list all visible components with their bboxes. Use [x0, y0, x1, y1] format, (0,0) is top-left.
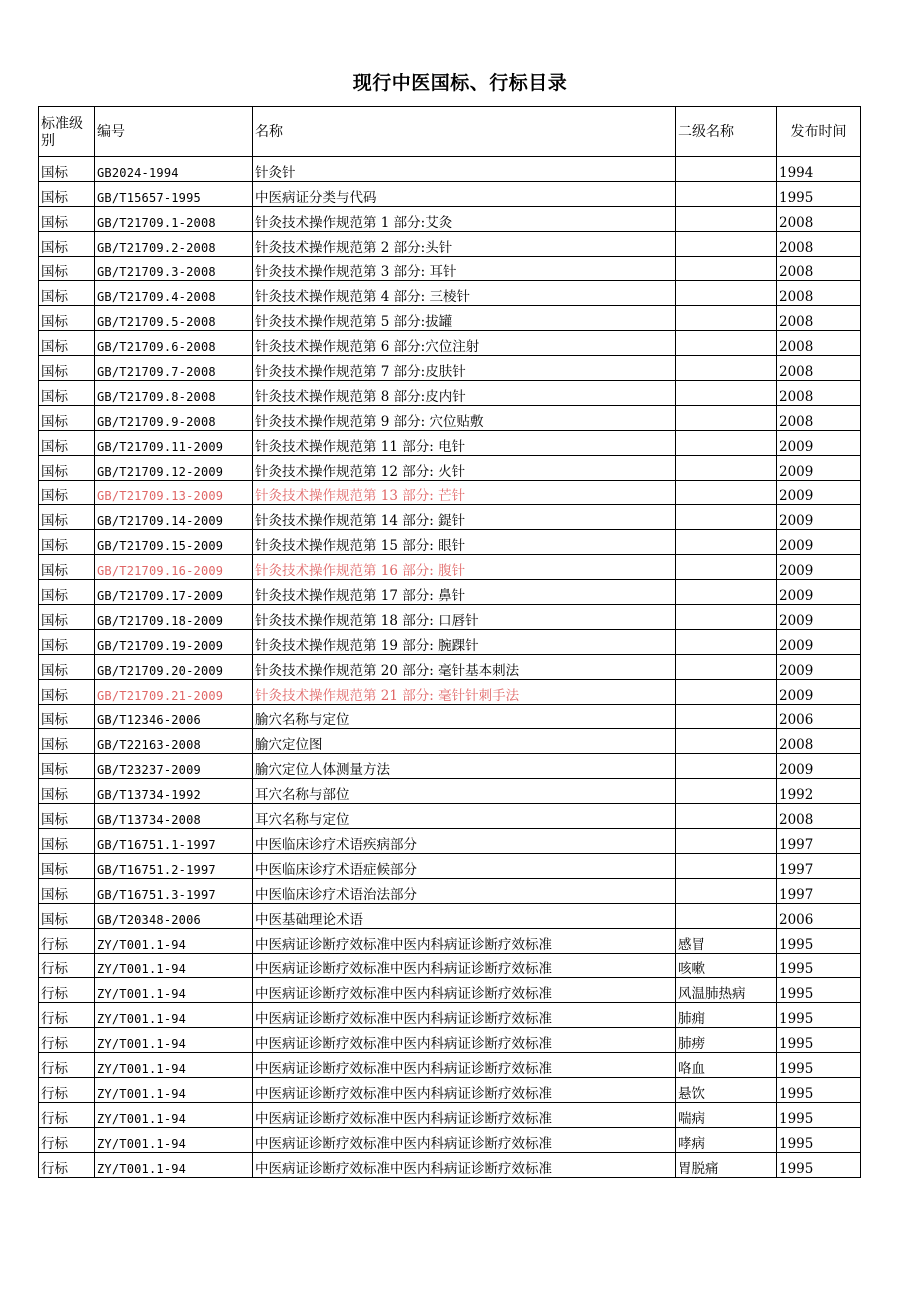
- table-row: [39, 1028, 861, 1053]
- cell-number: GB/T16751.1-1997: [95, 829, 253, 854]
- cell-subname: [676, 231, 777, 256]
- cell-year: 2008: [777, 804, 861, 829]
- cell-subname: [676, 281, 777, 306]
- table-row: [39, 804, 861, 829]
- cell-level: 国标: [39, 231, 95, 256]
- table-row: [39, 256, 861, 281]
- table-row: [39, 181, 861, 206]
- cell-number: ZY/T001.1-94: [95, 1127, 253, 1152]
- cell-number: GB/T13734-1992: [95, 779, 253, 804]
- table-row: [39, 231, 861, 256]
- cell-year: 2006: [777, 903, 861, 928]
- cell-year: 2008: [777, 306, 861, 331]
- cell-year: 1995: [777, 953, 861, 978]
- cell-level: 国标: [39, 629, 95, 654]
- cell-level: 国标: [39, 804, 95, 829]
- cell-subname: [676, 530, 777, 555]
- table-row: [39, 480, 861, 505]
- cell-subname: [676, 754, 777, 779]
- cell-number: GB/T21709.16-2009: [95, 555, 253, 580]
- cell-subname: 感冒: [676, 928, 777, 953]
- table-row: [39, 580, 861, 605]
- cell-name: 针灸技术操作规范第 7 部分:皮肤针: [253, 356, 676, 381]
- page-title: 现行中医国标、行标目录: [352, 72, 568, 94]
- cell-name: 针灸技术操作规范第 2 部分:头针: [253, 231, 676, 256]
- table-row: [39, 356, 861, 381]
- cell-level: 国标: [39, 381, 95, 406]
- cell-level: 国标: [39, 605, 95, 630]
- cell-subname: [676, 480, 777, 505]
- cell-subname: [676, 580, 777, 605]
- table-row: [39, 878, 861, 903]
- cell-level: 国标: [39, 480, 95, 505]
- header-name: 名称: [253, 107, 676, 157]
- cell-level: 国标: [39, 729, 95, 754]
- cell-year: 2009: [777, 455, 861, 480]
- cell-number: GB/T21709.20-2009: [95, 654, 253, 679]
- cell-name: 针灸技术操作规范第 19 部分: 腕踝针: [253, 629, 676, 654]
- cell-number: ZY/T001.1-94: [95, 928, 253, 953]
- table-row: [39, 1102, 861, 1127]
- table-row: [39, 306, 861, 331]
- cell-name: 针灸技术操作规范第 1 部分:艾灸: [253, 206, 676, 231]
- cell-subname: [676, 629, 777, 654]
- cell-number: GB/T21709.15-2009: [95, 530, 253, 555]
- cell-number: GB/T16751.3-1997: [95, 878, 253, 903]
- cell-number: ZY/T001.1-94: [95, 1053, 253, 1078]
- cell-number: GB/T21709.2-2008: [95, 231, 253, 256]
- table-row: [39, 405, 861, 430]
- cell-number: GB/T21709.13-2009: [95, 480, 253, 505]
- cell-year: 1995: [777, 1028, 861, 1053]
- cell-number: GB2024-1994: [95, 157, 253, 182]
- cell-name: 中医病证分类与代码: [253, 181, 676, 206]
- table-row: [39, 281, 861, 306]
- cell-subname: [676, 430, 777, 455]
- table-row: [39, 928, 861, 953]
- cell-number: GB/T13734-2008: [95, 804, 253, 829]
- cell-level: 国标: [39, 256, 95, 281]
- cell-name: 中医病证诊断疗效标准中医内科病证诊断疗效标准: [253, 1077, 676, 1102]
- cell-number: GB/T21709.8-2008: [95, 381, 253, 406]
- cell-name: 针灸技术操作规范第 6 部分:穴位注射: [253, 331, 676, 356]
- cell-subname: [676, 331, 777, 356]
- cell-year: 1997: [777, 853, 861, 878]
- header-subname: 二级名称: [676, 107, 777, 157]
- table-row: [39, 1053, 861, 1078]
- cell-number: GB/T21709.14-2009: [95, 505, 253, 530]
- table-row: [39, 1003, 861, 1028]
- cell-year: 2009: [777, 629, 861, 654]
- cell-level: 国标: [39, 181, 95, 206]
- cell-year: 1995: [777, 928, 861, 953]
- table-row: [39, 381, 861, 406]
- cell-subname: [676, 654, 777, 679]
- cell-number: GB/T21709.17-2009: [95, 580, 253, 605]
- table-row: [39, 654, 861, 679]
- table-row: [39, 903, 861, 928]
- table-header: [39, 107, 861, 157]
- cell-year: 2009: [777, 480, 861, 505]
- table-row: [39, 729, 861, 754]
- cell-number: GB/T21709.19-2009: [95, 629, 253, 654]
- cell-name: 腧穴定位人体测量方法: [253, 754, 676, 779]
- cell-subname: 悬饮: [676, 1077, 777, 1102]
- table-row: [39, 853, 861, 878]
- cell-year: 2009: [777, 580, 861, 605]
- cell-number: GB/T21709.11-2009: [95, 430, 253, 455]
- cell-name: 中医病证诊断疗效标准中医内科病证诊断疗效标准: [253, 1102, 676, 1127]
- cell-number: ZY/T001.1-94: [95, 1003, 253, 1028]
- cell-year: 1995: [777, 1152, 861, 1177]
- cell-subname: [676, 878, 777, 903]
- cell-level: 国标: [39, 829, 95, 854]
- cell-subname: [676, 455, 777, 480]
- cell-number: ZY/T001.1-94: [95, 953, 253, 978]
- cell-year: 2008: [777, 331, 861, 356]
- table-row: [39, 629, 861, 654]
- cell-name: 针灸技术操作规范第 5 部分:拔罐: [253, 306, 676, 331]
- cell-subname: [676, 829, 777, 854]
- cell-name: 针灸技术操作规范第 8 部分:皮内针: [253, 381, 676, 406]
- cell-level: 行标: [39, 1127, 95, 1152]
- cell-year: 1995: [777, 978, 861, 1003]
- cell-year: 2009: [777, 679, 861, 704]
- cell-level: 国标: [39, 555, 95, 580]
- cell-level: 国标: [39, 853, 95, 878]
- cell-name: 中医病证诊断疗效标准中医内科病证诊断疗效标准: [253, 953, 676, 978]
- cell-subname: [676, 679, 777, 704]
- cell-level: 行标: [39, 953, 95, 978]
- cell-level: 行标: [39, 1053, 95, 1078]
- cell-name: 腧穴定位图: [253, 729, 676, 754]
- cell-year: 1994: [777, 157, 861, 182]
- table-row: [39, 206, 861, 231]
- cell-name: 针灸技术操作规范第 15 部分: 眼针: [253, 530, 676, 555]
- cell-name: 中医病证诊断疗效标准中医内科病证诊断疗效标准: [253, 1127, 676, 1152]
- cell-level: 国标: [39, 405, 95, 430]
- cell-year: 1995: [777, 1102, 861, 1127]
- header-level: 标准级别: [39, 107, 95, 157]
- cell-year: 2008: [777, 281, 861, 306]
- cell-level: 国标: [39, 281, 95, 306]
- cell-level: 国标: [39, 206, 95, 231]
- cell-subname: 胃脱痛: [676, 1152, 777, 1177]
- cell-name: 中医临床诊疗术语疾病部分: [253, 829, 676, 854]
- cell-year: 2009: [777, 555, 861, 580]
- cell-number: GB/T21709.1-2008: [95, 206, 253, 231]
- cell-subname: [676, 306, 777, 331]
- table-row: [39, 704, 861, 729]
- table-row: [39, 157, 861, 182]
- cell-year: 2008: [777, 256, 861, 281]
- cell-name: 针灸技术操作规范第 16 部分: 腹针: [253, 555, 676, 580]
- cell-number: GB/T21709.4-2008: [95, 281, 253, 306]
- cell-year: 2009: [777, 430, 861, 455]
- cell-number: ZY/T001.1-94: [95, 978, 253, 1003]
- cell-level: 行标: [39, 1003, 95, 1028]
- cell-year: 2008: [777, 405, 861, 430]
- table-row: [39, 829, 861, 854]
- cell-number: ZY/T001.1-94: [95, 1077, 253, 1102]
- cell-subname: [676, 157, 777, 182]
- cell-name: 中医基础理论术语: [253, 903, 676, 928]
- cell-level: 行标: [39, 1028, 95, 1053]
- cell-subname: 哮病: [676, 1127, 777, 1152]
- table-row: [39, 430, 861, 455]
- cell-number: GB/T20348-2006: [95, 903, 253, 928]
- cell-subname: [676, 555, 777, 580]
- cell-subname: 肺痈: [676, 1003, 777, 1028]
- table-row: [39, 555, 861, 580]
- cell-name: 针灸技术操作规范第 9 部分: 穴位贴敷: [253, 405, 676, 430]
- cell-number: GB/T21709.21-2009: [95, 679, 253, 704]
- cell-level: 行标: [39, 1077, 95, 1102]
- cell-subname: [676, 903, 777, 928]
- cell-level: 国标: [39, 580, 95, 605]
- cell-level: 国标: [39, 157, 95, 182]
- cell-subname: [676, 804, 777, 829]
- cell-number: GB/T21709.3-2008: [95, 256, 253, 281]
- cell-name: 针灸技术操作规范第 21 部分: 毫针针刺手法: [253, 679, 676, 704]
- cell-name: 耳穴名称与部位: [253, 779, 676, 804]
- cell-subname: [676, 605, 777, 630]
- cell-name: 针灸技术操作规范第 18 部分: 口唇针: [253, 605, 676, 630]
- cell-level: 行标: [39, 978, 95, 1003]
- cell-subname: 咯血: [676, 1053, 777, 1078]
- cell-number: ZY/T001.1-94: [95, 1028, 253, 1053]
- header-number: 编号: [95, 107, 253, 157]
- cell-level: 国标: [39, 306, 95, 331]
- cell-year: 2008: [777, 231, 861, 256]
- cell-name: 中医病证诊断疗效标准中医内科病证诊断疗效标准: [253, 1152, 676, 1177]
- cell-name: 耳穴名称与定位: [253, 804, 676, 829]
- cell-number: GB/T12346-2006: [95, 704, 253, 729]
- table-body: [39, 157, 861, 1178]
- cell-year: 1997: [777, 878, 861, 903]
- cell-name: 针灸技术操作规范第 12 部分: 火针: [253, 455, 676, 480]
- cell-year: 1995: [777, 1053, 861, 1078]
- cell-subname: 喘病: [676, 1102, 777, 1127]
- cell-number: ZY/T001.1-94: [95, 1102, 253, 1127]
- table-row: [39, 779, 861, 804]
- cell-year: 1992: [777, 779, 861, 804]
- cell-year: 1995: [777, 1127, 861, 1152]
- cell-number: GB/T16751.2-1997: [95, 853, 253, 878]
- cell-level: 行标: [39, 1152, 95, 1177]
- cell-subname: [676, 729, 777, 754]
- cell-level: 国标: [39, 331, 95, 356]
- table-row: [39, 505, 861, 530]
- table-row: [39, 455, 861, 480]
- cell-name: 针灸技术操作规范第 13 部分: 芒针: [253, 480, 676, 505]
- cell-level: 国标: [39, 530, 95, 555]
- table-row: [39, 1152, 861, 1177]
- cell-subname: [676, 779, 777, 804]
- cell-subname: 风温肺热病: [676, 978, 777, 1003]
- cell-year: 2009: [777, 654, 861, 679]
- cell-name: 中医病证诊断疗效标准中医内科病证诊断疗效标准: [253, 1028, 676, 1053]
- cell-year: 1995: [777, 181, 861, 206]
- table-row: [39, 953, 861, 978]
- cell-subname: [676, 206, 777, 231]
- cell-subname: [676, 405, 777, 430]
- table-row: [39, 331, 861, 356]
- cell-level: 国标: [39, 704, 95, 729]
- cell-year: 2008: [777, 381, 861, 406]
- cell-level: 国标: [39, 356, 95, 381]
- table-row: [39, 1127, 861, 1152]
- cell-name: 针灸技术操作规范第 14 部分: 鍉针: [253, 505, 676, 530]
- cell-level: 国标: [39, 878, 95, 903]
- cell-name: 腧穴名称与定位: [253, 704, 676, 729]
- cell-level: 国标: [39, 779, 95, 804]
- cell-name: 中医病证诊断疗效标准中医内科病证诊断疗效标准: [253, 1003, 676, 1028]
- cell-name: 针灸技术操作规范第 17 部分: 鼻针: [253, 580, 676, 605]
- cell-subname: [676, 704, 777, 729]
- cell-level: 国标: [39, 903, 95, 928]
- standards-table: [38, 106, 861, 1178]
- cell-name: 中医临床诊疗术语治法部分: [253, 878, 676, 903]
- cell-subname: [676, 356, 777, 381]
- cell-level: 行标: [39, 928, 95, 953]
- cell-number: GB/T21709.18-2009: [95, 605, 253, 630]
- cell-name: 中医临床诊疗术语症候部分: [253, 853, 676, 878]
- cell-level: 国标: [39, 455, 95, 480]
- cell-subname: [676, 381, 777, 406]
- cell-number: GB/T21709.6-2008: [95, 331, 253, 356]
- cell-name: 针灸技术操作规范第 11 部分: 电针: [253, 430, 676, 455]
- cell-year: 2006: [777, 704, 861, 729]
- cell-level: 国标: [39, 430, 95, 455]
- cell-year: 2009: [777, 605, 861, 630]
- cell-subname: [676, 505, 777, 530]
- cell-year: 1997: [777, 829, 861, 854]
- cell-name: 中医病证诊断疗效标准中医内科病证诊断疗效标准: [253, 1053, 676, 1078]
- table-row: [39, 605, 861, 630]
- cell-name: 中医病证诊断疗效标准中医内科病证诊断疗效标准: [253, 978, 676, 1003]
- cell-number: GB/T21709.9-2008: [95, 405, 253, 430]
- cell-name: 针灸针: [253, 157, 676, 182]
- cell-year: 2008: [777, 206, 861, 231]
- table-row: [39, 978, 861, 1003]
- table-row: [39, 530, 861, 555]
- cell-year: 2009: [777, 505, 861, 530]
- cell-name: 针灸技术操作规范第 3 部分: 耳针: [253, 256, 676, 281]
- cell-level: 国标: [39, 505, 95, 530]
- cell-number: GB/T21709.7-2008: [95, 356, 253, 381]
- cell-number: GB/T15657-1995: [95, 181, 253, 206]
- cell-year: 2009: [777, 530, 861, 555]
- cell-number: GB/T21709.5-2008: [95, 306, 253, 331]
- table-row: [39, 679, 861, 704]
- cell-year: 1995: [777, 1003, 861, 1028]
- header-year: 发布时间: [777, 107, 861, 157]
- cell-level: 国标: [39, 654, 95, 679]
- cell-level: 国标: [39, 679, 95, 704]
- cell-subname: [676, 256, 777, 281]
- cell-year: 2009: [777, 754, 861, 779]
- cell-name: 针灸技术操作规范第 4 部分: 三棱针: [253, 281, 676, 306]
- cell-level: 国标: [39, 754, 95, 779]
- cell-subname: 肺痨: [676, 1028, 777, 1053]
- cell-name: 针灸技术操作规范第 20 部分: 毫针基本刺法: [253, 654, 676, 679]
- cell-level: 行标: [39, 1102, 95, 1127]
- table-row: [39, 1077, 861, 1102]
- cell-year: 2008: [777, 356, 861, 381]
- cell-name: 中医病证诊断疗效标准中医内科病证诊断疗效标准: [253, 928, 676, 953]
- cell-number: GB/T21709.12-2009: [95, 455, 253, 480]
- header-row: [39, 107, 861, 157]
- cell-year: 1995: [777, 1077, 861, 1102]
- cell-subname: 咳嗽: [676, 953, 777, 978]
- table-row: [39, 754, 861, 779]
- cell-number: GB/T22163-2008: [95, 729, 253, 754]
- cell-subname: [676, 181, 777, 206]
- cell-number: ZY/T001.1-94: [95, 1152, 253, 1177]
- cell-year: 2008: [777, 729, 861, 754]
- cell-subname: [676, 853, 777, 878]
- cell-number: GB/T23237-2009: [95, 754, 253, 779]
